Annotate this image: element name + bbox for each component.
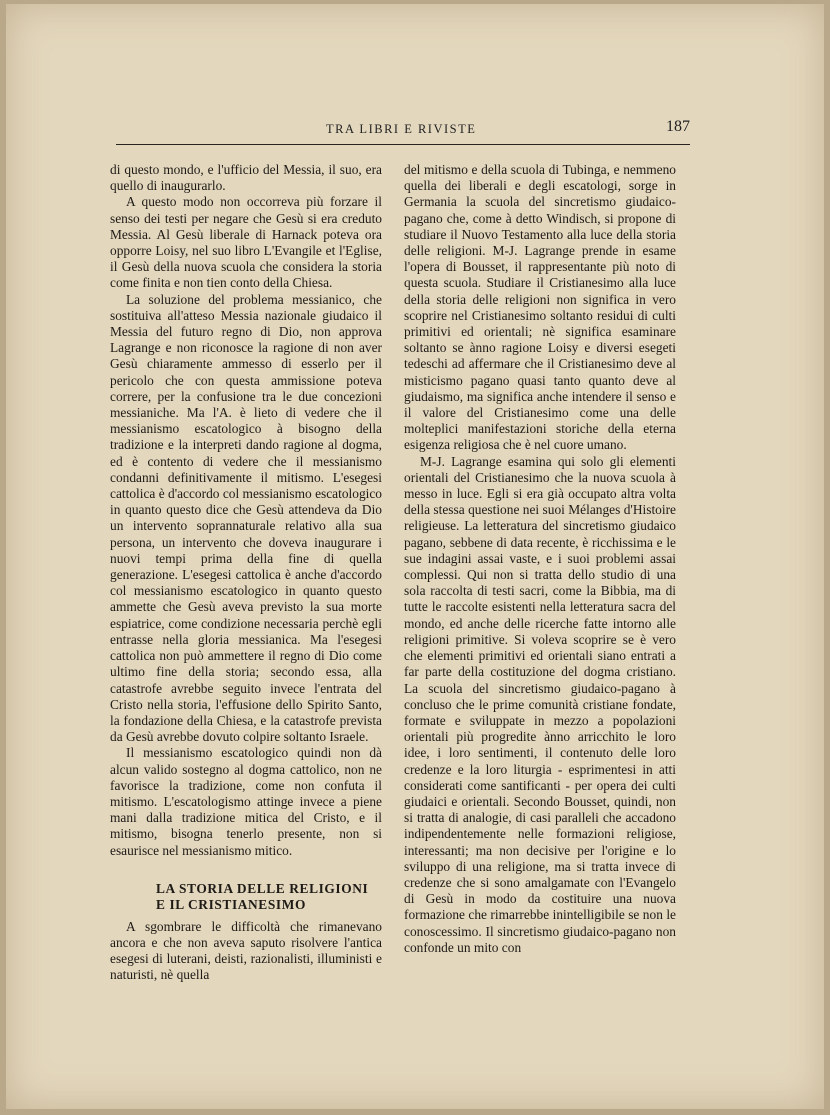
paragraph: A questo modo non occorreva più forzare il senso dei testi per negare che Gesù si era creduto Messia. Al Gesù liberale di Harnack poteva ora opporre Loisy, nel suo libro L'Evangile et l'Eglise, il Gesù della nuova scuola che considera la storia come finita e non tien conto della Chiesa. <box>110 194 382 291</box>
paragraph: La soluzione del problema messianico, che sostituiva all'atteso Messia nazionale giudaico il Messia del futuro regno di Dio, non approva Lagrange e non riconosce la ragione di non aver Gesù chiaramente ammesso di esserlo per il pericolo che con questa ammissione poteva correre, per la confusione tra le due concezioni messianiche. Ma l'A. è lieto di vedere che il messianismo escatologico à bisogno della tradizione e la interpreti dando ragione al dogma, ed è contento di vedere che il messianismo condanni definitivamente il mitismo. L'esegesi cattolica è d'accordo col messianismo escatologico in quanto questo dice che Gesù attendeva da Dio un intervento soprannaturale relativo alla sua persona, un intervento che doveva inaugurare i nuovi tempi prima della fine di quella generazione. L'esegesi cattolica è anche d'accordo col messianismo escatologico in quanto questo ammette che Gesù aveva previsto la sua morte espiatrice, come condizione necessaria perchè egli entrasse nella gloria messianica. Ma l'esegesi cattolica non può ammettere il regno di Dio come ultimo fine della storia; secondo essa, alla catastrofe avrebbe seguito invece l'entrata del Cristo nella storia, l'effusione dello Spirito Santo, la fondazione della Chiesa, e la catastrofe prevista da Gesù avrebbe dovuto colpire soltanto Israele. <box>110 291 382 745</box>
right-column <box>404 162 676 956</box>
paragraph: M-J. Lagrange esamina qui solo gli elementi orientali del Cristianesimo che la nuova scuola à messo in luce. Egli si era già occupato altra volta della stessa questione nei suoi Mélanges d'Histoire religieuse. La letteratura del sincretismo giudaico pagano, sebbene di data recente, è ricchissima e le sue indagini assai vaste, e i suoi problemi assai complessi. Qui non si tratta dello studio di una sola raccolta di testi sacri, come la Bibbia, ma di tutte le raccolte esistenti nella letteratura sacra del mondo, ed anche delle ricerche fatte intorno alle religioni primitive. Si voleva scoprire se è vero che elementi primitivi ed orientali siano entrati a far parte della costituzione del dogma cristiano. La scuola del sincretismo giudaico-pagano à concluso che le prime comunità cristiane fondate, formate e sviluppate in mezzo a popolazioni orientali più progredite ànno arricchito le loro idee, i loro sentimenti, il contenuto delle loro credenze e la loro liturgia - esprimentesi in atti considerati come santificanti - per opera dei culti giudaici e orientali. Secondo Bousset, quindi, non si tratta di analogie, di casi paralleli che accadono indipendentemente nelle formazioni religiose, interessanti; ma non decisive per l'origine e lo sviluppo di una religione, ma si tratta invece di credenze che si sono amalgamate con l'Evangelo di Gesù in modo da costituire una nuova formazione che rimarrebbe inintelligibile se non le conoscessimo. Il sincretismo giudaico-pagano non confonde un mito con <box>404 453 676 955</box>
paragraph: Il messianismo escatologico quindi non dà alcun valido sostegno al dogma cattolico, non ne favorisce la tradizione, come non confuta il mitismo. L'escatologismo attinge invece a piene mani dalla tradizione mitica del Cristo, e il mitismo, bisogna tenerlo presente, non si esaurisce nel messianismo mitico. <box>110 745 382 858</box>
page-number: 187 <box>666 118 690 135</box>
paragraph: del mitismo e della scuola di Tubinga, e nemmeno quella dei liberali e degli escatologi, sorge in Germania la scuola del sincretismo giudaico-pagano che, come à detto Windisch, si propone di studiare il Nuovo Testamento alla luce della storia delle religioni. M-J. Lagrange prende in esame l'opera di Bousset, il rappresentante più noto di questa scuola. Studiare il Cristianesimo alla luce della storia delle religioni non significa in vero scoprire nel Cristianesimo soltanto residui di culti primitivi ed orientali; nè significa esaminare soltanto se ànno ragione Loisy e diversi esegeti tedeschi ad affermare che il Cristianesimo deve al misticismo pagano quasi tanto quanto deve al giudaismo, ma significa anche intendere il senso e il valore del Cristianesimo come una delle molteplici manifestazioni storiche della eterna esigenza religiosa che è nel cuore umano. <box>404 162 676 453</box>
paragraph: A sgombrare le difficoltà che rimanevano ancora e che non aveva saputo risolvere l'antica esegesi di luterani, deisti, razionalisti, illuministi e naturisti, nè quella <box>110 918 382 983</box>
section-heading-line: E IL CRISTIANESIMO <box>156 896 306 912</box>
section-heading-line: LA STORIA DELLE RELIGIONI <box>156 880 369 896</box>
section-heading <box>156 881 382 913</box>
book-page <box>6 4 824 1109</box>
paragraph: di questo mondo, e l'ufficio del Messia, il suo, era quello di inaugurarlo. <box>110 162 382 194</box>
page-header <box>116 120 690 145</box>
left-column <box>110 162 382 984</box>
running-head: TRA LIBRI E RIVISTE <box>326 122 477 136</box>
